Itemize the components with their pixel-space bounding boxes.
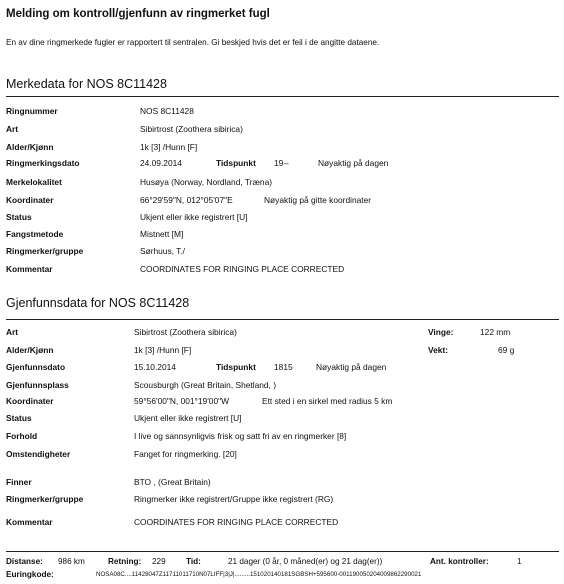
gjenfunnsdata-divider bbox=[6, 319, 559, 320]
gf-tidspunkt-value: 1815 bbox=[274, 362, 293, 372]
footer-divider bbox=[6, 551, 559, 552]
fangstmetode-label: Fangstmetode bbox=[6, 229, 64, 239]
merkedata-heading: Merkedata for NOS 8C11428 bbox=[6, 77, 167, 91]
gjenfunnsdato-label: Gjenfunnsdato bbox=[6, 362, 66, 372]
koordinater-value: 66°29'59"N, 012°05'07"E bbox=[140, 195, 233, 205]
tidspunkt-value: 19-- bbox=[274, 158, 289, 168]
retning-label: Retning: bbox=[108, 557, 142, 566]
gf-ringmerker-label: Ringmerker/gruppe bbox=[6, 494, 84, 504]
ringmerkingsdato-label: Ringmerkingsdato bbox=[6, 158, 80, 168]
gf-status-label: Status bbox=[6, 413, 32, 423]
tid-label: Tid: bbox=[186, 557, 201, 566]
gf-art-value: Sibirtrost (Zoothera sibirica) bbox=[134, 327, 237, 337]
kontroller-label: Ant. kontroller: bbox=[430, 557, 489, 566]
vekt-value: 69 g bbox=[498, 345, 515, 355]
status-value: Ukjent eller ikke registrert [U] bbox=[140, 212, 248, 222]
ringmerker-label: Ringmerker/gruppe bbox=[6, 246, 84, 256]
merkelokalitet-value: Husøya (Norway, Nordland, Træna) bbox=[140, 177, 273, 187]
vinge-label: Vinge: bbox=[428, 327, 454, 337]
alder-value: 1k [3] /Hunn [F] bbox=[140, 142, 198, 152]
ringnummer-label: Ringnummer bbox=[6, 106, 58, 116]
forhold-label: Forhold bbox=[6, 431, 38, 441]
vinge-value: 122 mm bbox=[480, 327, 511, 337]
gf-kommentar-value: COORDINATES FOR RINGING PLACE CORRECTED bbox=[134, 517, 339, 527]
merkedata-divider bbox=[6, 96, 559, 97]
gf-ringmerker-value: Ringmerker ikke registrert/Gruppe ikke registrert (RG) bbox=[134, 494, 334, 504]
ringmerker-value: Sørhuus, T./ bbox=[140, 246, 185, 256]
kommentar-label: Kommentar bbox=[6, 264, 53, 274]
euring-label: Euringkode: bbox=[6, 570, 54, 579]
omstendigheter-value: Fanget for ringmerking. [20] bbox=[134, 449, 237, 459]
dato-noyaktighet: Nøyaktig på dagen bbox=[318, 158, 389, 168]
gf-alder-label: Alder/Kjønn bbox=[6, 345, 54, 355]
gf-kommentar-label: Kommentar bbox=[6, 517, 53, 527]
fangstmetode-value: Mistnett [M] bbox=[140, 229, 184, 239]
gf-status-value: Ukjent eller ikke registrert [U] bbox=[134, 413, 242, 423]
gjenfunnsplass-label: Gjenfunnsplass bbox=[6, 380, 69, 390]
koordinater-label: Koordinater bbox=[6, 195, 54, 205]
intro-text: En av dine ringmerkede fugler er rapportert til sentralen. Gi beskjed hvis det er feil i de angitte dataene. bbox=[6, 38, 380, 47]
gjenfunnsdato-value: 15.10.2014 bbox=[134, 362, 176, 372]
euring-code: NOSA08C....11428047Z11711011710N07LIFF|3|J|.........151020140181SGBSH+595600-001190050204009862290021 bbox=[96, 571, 422, 578]
gf-koordinater-noyaktighet: Ett sted i en sirkel med radius 5 km bbox=[262, 396, 393, 406]
distanse-value: 986 km bbox=[58, 557, 85, 566]
ringnummer-value: NOS 8C11428 bbox=[140, 106, 194, 116]
report-title: Melding om kontroll/gjenfunn av ringmerket fugl bbox=[6, 8, 270, 20]
ringmerkingsdato-value: 24.09.2014 bbox=[140, 158, 182, 168]
finner-value: BTO , (Great Britain) bbox=[134, 477, 211, 487]
vekt-label: Vekt: bbox=[428, 345, 449, 355]
distanse-label: Distanse: bbox=[6, 557, 43, 566]
gjenfunnsplass-value: Scousburgh (Great Britain, Shetland, ) bbox=[134, 380, 276, 390]
gjenfunnsdata-heading: Gjenfunnsdata for NOS 8C11428 bbox=[6, 296, 190, 310]
gf-koordinater-value: 59°56'00"N, 001°19'00"W bbox=[134, 396, 229, 406]
merkelokalitet-label: Merkelokalitet bbox=[6, 177, 62, 187]
kommentar-value: COORDINATES FOR RINGING PLACE CORRECTED bbox=[140, 264, 345, 274]
gf-tidspunkt-label: Tidspunkt bbox=[216, 362, 256, 372]
retning-value: 229 bbox=[152, 557, 166, 566]
forhold-value: I live og sannsynligvis frisk og satt fri av en ringmerker [8] bbox=[134, 431, 347, 441]
koordinater-noyaktighet: Nøyaktig på gitte koordinater bbox=[264, 195, 372, 205]
omstendigheter-label: Omstendigheter bbox=[6, 449, 71, 459]
finner-label: Finner bbox=[6, 477, 32, 487]
status-label: Status bbox=[6, 212, 32, 222]
alder-label: Alder/Kjønn bbox=[6, 142, 54, 152]
kontroller-value: 1 bbox=[517, 557, 522, 566]
gf-alder-value: 1k [3] /Hunn [F] bbox=[134, 345, 192, 355]
tidspunkt-label: Tidspunkt bbox=[216, 158, 256, 168]
gf-koordinater-label: Koordinater bbox=[6, 396, 54, 406]
art-value: Sibirtrost (Zoothera sibirica) bbox=[140, 124, 243, 134]
gf-dato-noyaktighet: Nøyaktig på dagen bbox=[316, 362, 387, 372]
art-label: Art bbox=[6, 124, 19, 134]
gf-art-label: Art bbox=[6, 327, 19, 337]
tid-value: 21 dager (0 år, 0 måned(er) og 21 dag(er)) bbox=[228, 557, 383, 566]
